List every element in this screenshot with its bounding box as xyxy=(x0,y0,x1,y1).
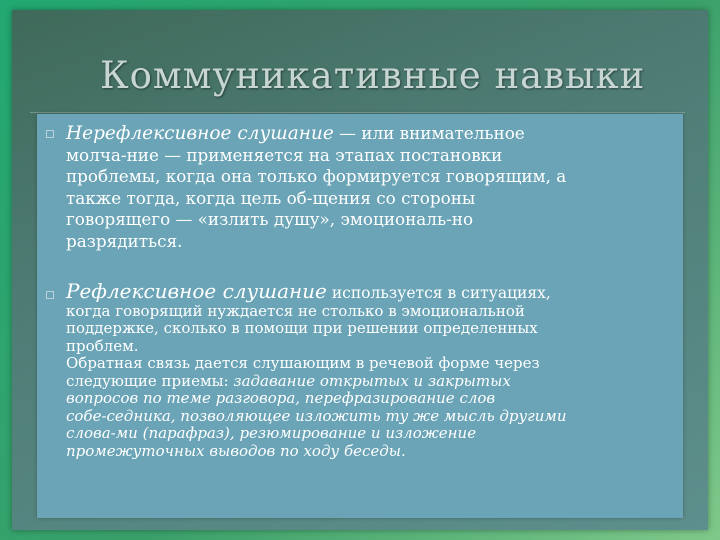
paragraph-reflective-listening xyxy=(66,279,680,460)
paragraph-line: разрядиться. xyxy=(66,230,183,251)
paragraph-line: молча-ние — применяется на этапах постановки xyxy=(66,144,503,165)
paragraph-line: вопросов по теме разговора, перефразирование слов xyxy=(66,389,496,407)
paragraph-line: говорящего — «излить душу», эмоциональ-но xyxy=(66,209,474,229)
line-text: следующие приемы: xyxy=(66,371,234,390)
slide-title: Коммуникативные навыки xyxy=(100,54,646,97)
paragraph-line: промежуточных выводов по ходу беседы. xyxy=(66,441,406,460)
paragraph-line: слова-ми (парафраз), резюмирование и изложение xyxy=(66,424,477,442)
paragraph-line: Обратная связь дается слушающим в речевой форме через xyxy=(66,354,540,372)
paragraph-line: когда говорящий нуждается не столько в эмоциональной xyxy=(66,301,525,320)
term-reflective: Рефлексивное слушание xyxy=(66,279,327,303)
italic-text: задавание открытых и закрытых xyxy=(233,371,511,390)
line-text: используется в ситуациях, xyxy=(326,284,551,302)
paragraph-line: также тогда, когда цель об-щения со стороны xyxy=(66,187,476,208)
bullet-icon xyxy=(46,130,54,138)
paragraph-nonreflective-listening xyxy=(66,123,680,252)
title-divider xyxy=(30,112,685,113)
bullet-icon xyxy=(46,291,54,299)
paragraph-line xyxy=(66,279,680,303)
line-text: — или внимательное xyxy=(333,123,525,143)
paragraph-line: собе-седника, позволяющее изложить ту же мысль другими xyxy=(66,406,567,425)
paragraph-line xyxy=(66,123,680,145)
paragraph-line: проблемы, когда она только формируется говорящим, а xyxy=(66,166,567,186)
paragraph-line xyxy=(66,373,680,391)
term-nonreflective: Нерефлексивное слушание xyxy=(66,123,334,144)
paragraph-line: поддержке, сколько в помощи при решении определенных xyxy=(66,319,538,337)
paragraph-line: проблем. xyxy=(66,336,139,355)
